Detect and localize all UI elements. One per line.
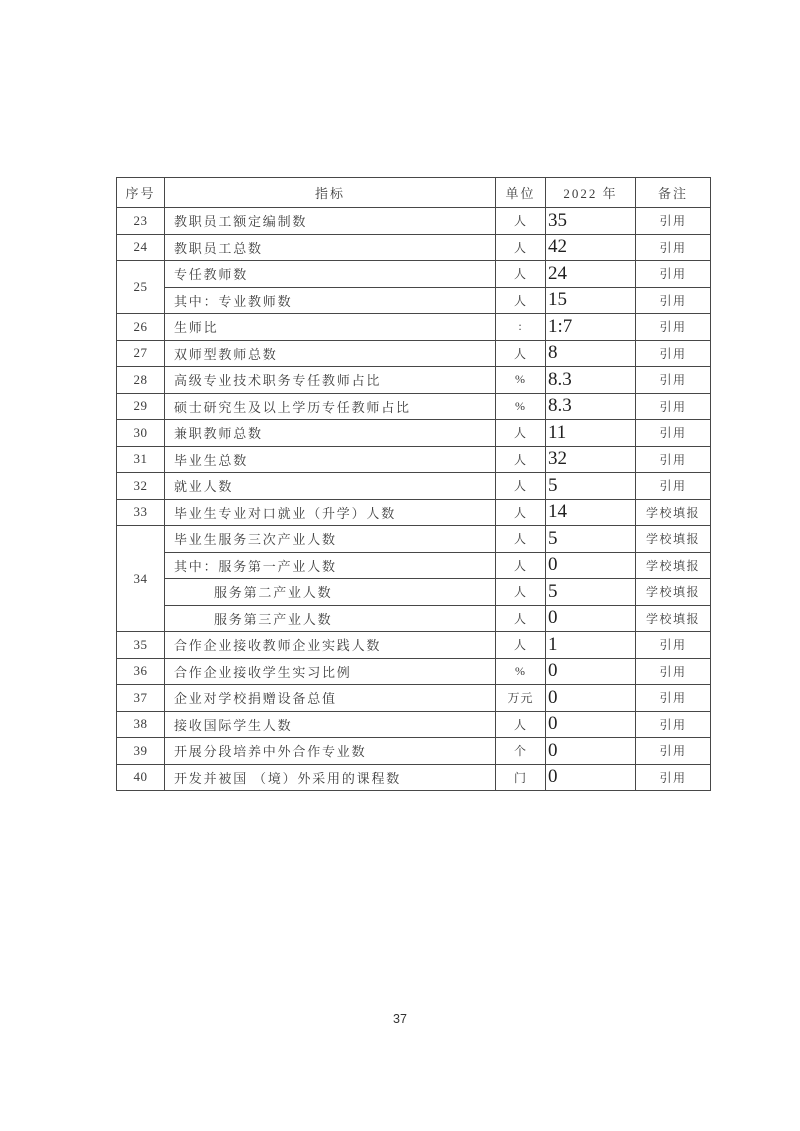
unit-cell: 人 [496,473,546,500]
remark-cell: 引用 [636,420,711,447]
table-row [117,261,711,288]
value-cell: 35 [546,208,636,235]
remark-cell: 引用 [636,711,711,738]
table-row [117,526,711,553]
row-no: 27 [117,340,165,367]
row-no: 38 [117,711,165,738]
remark-cell: 引用 [636,685,711,712]
indicator-cell: 就业人数 [165,473,496,500]
remark-cell: 引用 [636,764,711,791]
table-row [117,685,711,712]
unit-cell: 人 [496,526,546,553]
remark-cell: 学校填报 [636,579,711,606]
row-no: 33 [117,499,165,526]
unit-cell: 人 [496,234,546,261]
row-no: 34 [117,526,165,632]
remark-cell: 引用 [636,446,711,473]
remark-cell: 学校填报 [636,552,711,579]
row-no: 36 [117,658,165,685]
value-cell: 5 [546,473,636,500]
remark-cell: 学校填报 [636,605,711,632]
value-cell: 0 [546,711,636,738]
indicator-cell: 毕业生总数 [165,446,496,473]
table-row [117,632,711,659]
table-row [117,658,711,685]
row-no: 31 [117,446,165,473]
remark-cell: 学校填报 [636,526,711,553]
remark-cell: 引用 [636,658,711,685]
header-no: 序号 [117,178,165,208]
indicator-cell: 硕士研究生及以上学历专任教师占比 [165,393,496,420]
row-no: 23 [117,208,165,235]
table-row [117,552,711,579]
indicator-cell: 双师型教师总数 [165,340,496,367]
indicator-table [116,177,711,791]
table-row [117,605,711,632]
table-row [117,208,711,235]
table-row [117,420,711,447]
header-indicator: 指标 [165,178,496,208]
remark-cell: 引用 [636,234,711,261]
unit-cell: 人 [496,261,546,288]
value-cell: 0 [546,605,636,632]
remark-cell: 引用 [636,340,711,367]
indicator-cell: 其中：专业教师数 [165,287,496,314]
unit-cell: 人 [496,552,546,579]
row-no: 40 [117,764,165,791]
unit-cell: 人 [496,499,546,526]
unit-cell: 人 [496,420,546,447]
value-cell: 15 [546,287,636,314]
table-row [117,367,711,394]
table-row [117,499,711,526]
value-cell: 32 [546,446,636,473]
indicator-cell: 合作企业接收教师企业实践人数 [165,632,496,659]
remark-cell: 引用 [636,208,711,235]
value-cell: 14 [546,499,636,526]
indicator-cell: 合作企业接收学生实习比例 [165,658,496,685]
unit-cell: 门 [496,764,546,791]
unit-cell: 人 [496,579,546,606]
unit-cell: % [496,658,546,685]
value-cell: 0 [546,552,636,579]
value-cell: 8.3 [546,393,636,420]
value-cell: 0 [546,658,636,685]
indicator-cell: 教职员工总数 [165,234,496,261]
indicator-cell: 开发并被国 （境）外采用的课程数 [165,764,496,791]
indicator-cell: 兼职教师总数 [165,420,496,447]
value-cell: 5 [546,526,636,553]
table-row [117,314,711,341]
unit-cell: 人 [496,446,546,473]
indicator-cell: 高级专业技术职务专任教师占比 [165,367,496,394]
page-number: 37 [393,1012,407,1026]
value-cell: 0 [546,738,636,765]
value-cell: 24 [546,261,636,288]
table-row [117,446,711,473]
value-cell: 8.3 [546,367,636,394]
indicator-cell: 毕业生服务三次产业人数 [165,526,496,553]
unit-cell: 人 [496,340,546,367]
table-row [117,393,711,420]
table-row [117,234,711,261]
indicator-cell: 企业对学校捐赠设备总值 [165,685,496,712]
unit-cell: 人 [496,711,546,738]
row-no: 30 [117,420,165,447]
table-row [117,764,711,791]
unit-cell: 万元 [496,685,546,712]
remark-cell: 引用 [636,261,711,288]
table-row [117,287,711,314]
table-row [117,711,711,738]
indicator-cell: 开展分段培养中外合作专业数 [165,738,496,765]
remark-cell: 引用 [636,632,711,659]
value-cell: 5 [546,579,636,606]
row-no: 39 [117,738,165,765]
table-row [117,473,711,500]
row-no: 37 [117,685,165,712]
unit-cell: 个 [496,738,546,765]
remark-cell: 引用 [636,287,711,314]
indicator-cell: 专任教师数 [165,261,496,288]
unit-cell: 人 [496,208,546,235]
row-no: 24 [117,234,165,261]
remark-cell: 学校填报 [636,499,711,526]
remark-cell: 引用 [636,473,711,500]
unit-cell: : [496,314,546,341]
header-unit: 单位 [496,178,546,208]
table-row [117,340,711,367]
value-cell: 8 [546,340,636,367]
indicator-cell: 接收国际学生人数 [165,711,496,738]
header-row [117,178,711,208]
row-no: 25 [117,261,165,314]
row-no: 35 [117,632,165,659]
header-year: 2022 年 [546,178,636,208]
header-remark: 备注 [636,178,711,208]
unit-cell: % [496,367,546,394]
row-no: 29 [117,393,165,420]
value-cell: 0 [546,764,636,791]
indicator-cell: 毕业生专业对口就业（升学）人数 [165,499,496,526]
value-cell: 0 [546,685,636,712]
remark-cell: 引用 [636,367,711,394]
indicator-cell: 其中：服务第一产业人数 [165,552,496,579]
table-row [117,579,711,606]
row-no: 32 [117,473,165,500]
indicator-cell: 生师比 [165,314,496,341]
value-cell: 42 [546,234,636,261]
row-no: 28 [117,367,165,394]
indicator-cell: 服务第二产业人数 [165,579,496,606]
unit-cell: 人 [496,605,546,632]
unit-cell: % [496,393,546,420]
remark-cell: 引用 [636,393,711,420]
remark-cell: 引用 [636,738,711,765]
indicator-cell: 教职员工额定编制数 [165,208,496,235]
table-row [117,738,711,765]
row-no: 26 [117,314,165,341]
remark-cell: 引用 [636,314,711,341]
indicator-cell: 服务第三产业人数 [165,605,496,632]
value-cell: 1 [546,632,636,659]
value-cell: 1:7 [546,314,636,341]
value-cell: 11 [546,420,636,447]
unit-cell: 人 [496,632,546,659]
unit-cell: 人 [496,287,546,314]
